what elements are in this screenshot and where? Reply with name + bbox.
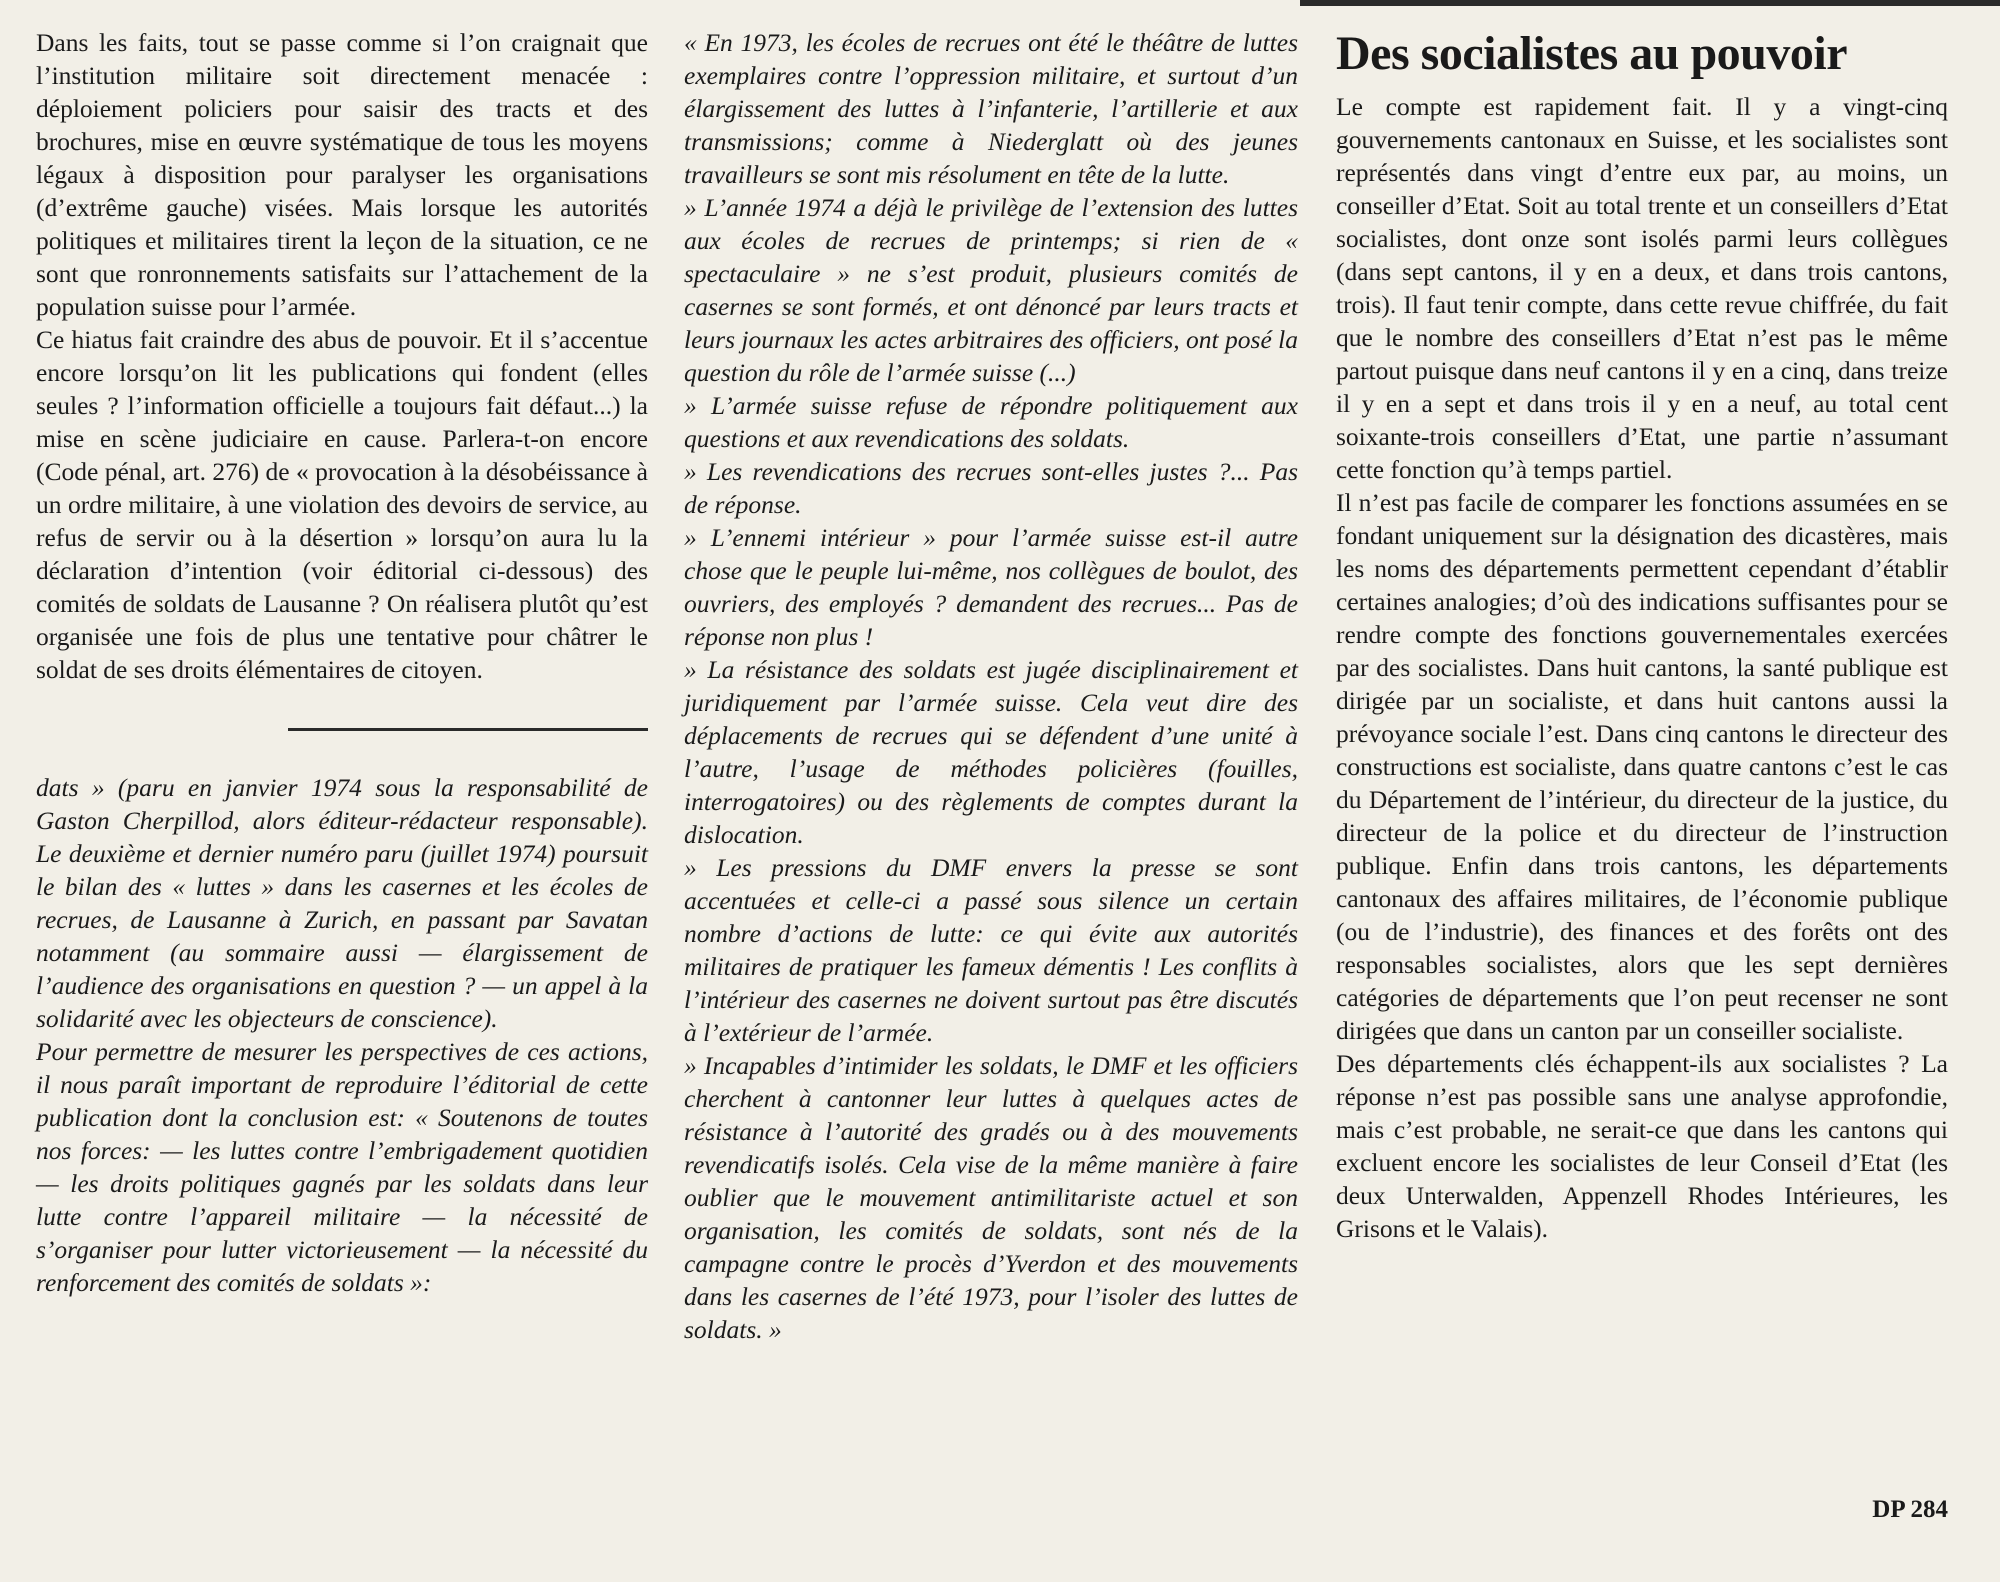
column-right [1336, 26, 1948, 1245]
quote-paragraph: » Incapables d’intimider les soldats, le DMF et les officiers cherchent à cantonner leur luttes à quelques actes de résistance à l’autorité des gradés ou à des mouvements revendicatifs isolés. Cela vise de la même manière à faire oublier que le mouvement antimilitariste actuel et son organisation, les comités de soldats, sont nés de la campagne contre le procès d’Yverdon et des mouvements dans les casernes de l’été 1973, pour l’isoler des luttes de soldats. » [684, 1051, 1298, 1344]
column-left [36, 26, 648, 1299]
quote-paragraph: » L’ennemi intérieur » pour l’armée suisse est-il autre chose que le peuple lui-même, nos collègues de boulot, des ouvriers, des employés ? demandent des recrues... Pas de réponse non plus ! [684, 523, 1298, 651]
paragraph: Ce hiatus fait craindre des abus de pouvoir. Et il s’accentue encore lorsqu’on lit les publications qui fondent (elles seules ? l’information officielle a toujours fait défaut...) la mise en scène judiciaire en cause. Parlera-t-on encore (Code pénal, art. 276) de « provocation à la désobéissance à un ordre militaire, à une violation des devoirs de service, au refus de servir ou à la désertion » lorsqu’on aura lu la déclaration d’intention (voir éditorial ci-dessous) des comités de soldats de Lausanne ? On réalisera plutôt qu’est organisée une fois de plus une tentative pour châtrer le soldat de ses droits élémentaires de citoyen. [36, 325, 648, 684]
quote-paragraph: « En 1973, les écoles de recrues ont été le théâtre de luttes exemplaires contre l’oppression militaire, et surtout d’un élargissement des luttes à l’infanterie, l’artillerie et aux transmissions; comme à Niederglatt où des jeunes travailleurs se sont mis résolument en tête de la lutte. [684, 28, 1298, 189]
quote-paragraph: » L’année 1974 a déjà le privilège de l’extension des luttes aux écoles de recrues de printemps; si rien de « spectaculaire » ne s’est produit, plusieurs comités de casernes se sont formés, et ont dénoncé par leurs tracts et leurs journaux les actes arbitraires des officiers, ont posé la question du rôle de l’armée suisse (...) [684, 193, 1298, 387]
paragraph-italic: dats » (paru en janvier 1974 sous la responsabilité de Gaston Cherpillod, alors éditeur-rédacteur responsable). Le deuxième et dernier numéro paru (juillet 1974) poursuit le bilan des « luttes » dans les casernes et les écoles de recrues, de Lausanne à Zurich, en passant par Savatan notamment (au sommaire aussi — élargissement de l’audience des organisations en question ? — un appel à la solidarité avec les objecteurs de conscience). [36, 773, 648, 1033]
section-divider [288, 728, 648, 731]
page-reference: DP 284 [1872, 1496, 1948, 1523]
quote-paragraph: » La résistance des soldats est jugée disciplinairement et juridiquement par l’armée suisse. Cela veut dire des déplacements de recrues qui se défendent d’une unité à l’autre, l’usage de méthodes policières (fouilles, interrogatoires) ou des règlements de comptes durant la dislocation. [684, 655, 1298, 849]
column-middle [684, 26, 1298, 1346]
top-border-rule [1300, 0, 2000, 6]
paragraph: Le compte est rapidement fait. Il y a vingt-cinq gouvernements cantonaux en Suisse, et les socialistes sont représentés dans vingt d’entre eux par, au moins, un conseiller d’Etat. Soit au total trente et un conseillers d’Etat socialistes, dont onze sont isolés parmi leurs collègues (dans sept cantons, il y en a deux, et dans trois cantons, trois). Il faut tenir compte, dans cette revue chiffrée, du fait que le nombre des conseillers d’Etat n’est pas le même partout puisque dans neuf cantons il y en a cinq, dans treize il y en a sept et dans trois il y en a neuf, au total cent soixante-trois conseillers d’Etat, une partie n’assumant cette fonction qu’à temps partiel. [1336, 92, 1948, 484]
quote-paragraph: » L’armée suisse refuse de répondre politiquement aux questions et aux revendications des soldats. [684, 391, 1298, 453]
article-headline: Des socialistes au pouvoir [1336, 27, 1848, 80]
paragraph: Des départements clés échappent-ils aux socialistes ? La réponse n’est pas possible sans une analyse approfondie, mais c’est probable, ne serait-ce que dans les cantons qui excluent encore les socialistes de leur Conseil d’Etat (les deux Unterwalden, Appenzell Rhodes Intérieures, les Grisons et le Valais). [1336, 1049, 1948, 1243]
quote-paragraph: » Les revendications des recrues sont-elles justes ?... Pas de réponse. [684, 457, 1298, 519]
paragraph: Il n’est pas facile de comparer les fonctions assumées en se fondant uniquement sur la désignation des dicastères, mais les noms des départements permettent cependant d’établir certaines analogies; d’où des indications suffisantes pour se rendre compte des fonctions gouvernementales exercées par des socialistes. Dans huit cantons, la santé publique est dirigée par un socialiste, et dans huit cantons aussi la prévoyance sociale l’est. Dans cinq cantons le directeur des constructions est socialiste, dans quatre cantons c’est le cas du Département de l’intérieur, du directeur de la justice, du directeur de la police et du directeur de l’instruction publique. Enfin dans trois cantons, les départements cantonaux des affaires militaires, de l’économie publique (ou de l’industrie), des finances et des forêts ont des responsables socialistes, alors que les sept dernières catégories de départements que l’on peut recenser ne sont dirigées que dans un canton par un conseiller socialiste. [1336, 488, 1948, 1045]
quote-paragraph: » Les pressions du DMF envers la presse se sont accentuées et celle-ci a passé sous silence un certain nombre d’actions de lutte: ce qui évite aux autorités militaires de pratiquer les fameux démentis ! Les conflits à l’intérieur des casernes ne doivent surtout pas être discutés à l’extérieur de l’armée. [684, 853, 1298, 1047]
paragraph-italic: Pour permettre de mesurer les perspectives de ces actions, il nous paraît important de reproduire l’éditorial de cette publication dont la conclusion est: « Soutenons de toutes nos forces: — les luttes contre l’embrigadement quotidien — les droits politiques gagnés par les soldats dans leur lutte contre l’appareil militaire — la nécessité de s’organiser pour lutter victorieusement — la nécessité du renforcement des comités de soldats »: [36, 1037, 648, 1297]
paragraph: Dans les faits, tout se passe comme si l’on craignait que l’institution militaire soit directement menacée : déploiement policiers pour saisir des tracts et des brochures, mise en œuvre systématique de tous les moyens légaux à disposition pour paralyser les organisations (d’extrême gauche) visées. Mais lorsque les autorités politiques et militaires tirent la leçon de la situation, ce ne sont que ronronnements satisfaits sur l’attachement de la population suisse pour l’armée. [36, 28, 648, 321]
